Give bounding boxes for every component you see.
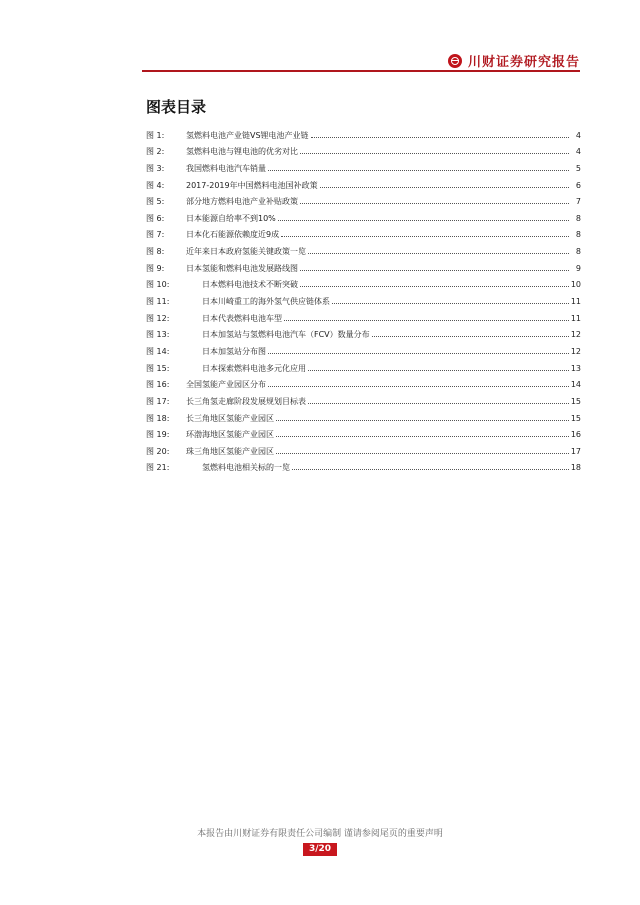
toc-entry-number: 图 19: [146, 430, 170, 440]
toc-entry-page: 17 [570, 446, 581, 456]
toc-entry-title: 氢燃料电池与锂电池的优劣对比 [186, 147, 298, 157]
toc-entry[interactable] [146, 389, 581, 406]
toc-entry-page: 18 [570, 463, 581, 473]
toc-dot-leader [276, 419, 569, 421]
toc-dot-leader [372, 335, 569, 337]
toc-entry-page: 6 [575, 180, 581, 190]
toc-entry-page: 4 [575, 130, 581, 140]
toc-entry-title: 部分地方燃料电池产业补贴政策 [186, 197, 298, 207]
toc-dot-leader [292, 468, 569, 470]
toc-dot-leader [320, 186, 569, 188]
toc-entry[interactable] [146, 356, 581, 373]
toc-entry-number: 图 7: [146, 230, 165, 240]
toc-title: 图表目录 [146, 98, 207, 116]
toc-dot-leader [308, 369, 569, 371]
toc-dot-leader [268, 385, 569, 387]
toc-entry-number: 图 11: [146, 297, 170, 307]
toc-entry[interactable] [146, 306, 581, 323]
toc-entry-number: 图 20: [146, 446, 170, 456]
page-number: 3/20 [303, 843, 337, 856]
toc-dot-leader [276, 452, 569, 454]
toc-entry[interactable] [146, 289, 581, 306]
footer-disclaimer: 本报告由川财证券有限责任公司编制 谨请参阅尾页的重要声明 [197, 829, 443, 839]
toc-dot-leader [300, 285, 569, 287]
toc-entry[interactable] [146, 339, 581, 356]
toc-entry[interactable] [146, 206, 581, 223]
toc-entry-number: 图 12: [146, 313, 170, 323]
toc-dot-leader [300, 269, 569, 271]
toc-entry-title: 日本代表燃料电池车型 [202, 313, 282, 323]
toc-dot-leader [332, 302, 569, 304]
toc-entry-number: 图 9: [146, 263, 165, 273]
toc-entry-page: 11 [570, 313, 581, 323]
toc-entry[interactable] [146, 439, 581, 456]
toc-entry[interactable] [146, 373, 581, 390]
toc-entry-title: 环渤海地区氢能产业园区 [186, 430, 274, 440]
toc-entry-title: 日本探索燃料电池多元化应用 [202, 363, 306, 373]
toc-entry-page: 12 [570, 330, 581, 340]
toc-entry-title: 珠三角地区氢能产业园区 [186, 446, 274, 456]
toc-entry[interactable] [146, 456, 581, 473]
toc-entry[interactable] [146, 140, 581, 157]
toc-entry-title: 日本加氢站分布图 [202, 346, 266, 356]
toc-entry-number: 图 1: [146, 130, 165, 140]
toc-entry[interactable] [146, 173, 581, 190]
toc-list [146, 123, 581, 472]
toc-entry-title: 日本化石能源依赖度近9成 [186, 230, 280, 240]
toc-entry[interactable] [146, 223, 581, 240]
toc-entry[interactable] [146, 323, 581, 340]
toc-entry[interactable] [146, 190, 581, 207]
toc-entry[interactable] [146, 273, 581, 290]
toc-entry-number: 图 21: [146, 463, 170, 473]
toc-dot-leader [300, 152, 569, 154]
toc-entry-page: 15 [570, 396, 581, 406]
toc-entry-number: 图 14: [146, 346, 170, 356]
toc-entry-number: 图 6: [146, 213, 165, 223]
toc-entry-page: 16 [570, 430, 581, 440]
toc-entry-title: 日本能源自给率不到10% [186, 213, 276, 223]
toc-dot-leader [308, 252, 569, 254]
toc-entry-page: 13 [570, 363, 581, 373]
toc-entry-page: 12 [570, 346, 581, 356]
toc-entry-page: 14 [570, 380, 581, 390]
toc-entry[interactable] [146, 406, 581, 423]
toc-entry[interactable] [146, 423, 581, 440]
toc-entry-title: 长三角地区氢能产业园区 [186, 413, 274, 423]
company-logo-icon [448, 54, 462, 68]
header-brand [448, 51, 580, 70]
toc-entry-page: 4 [575, 147, 581, 157]
brand-name: 川财证券研究报告 [467, 55, 580, 70]
toc-entry-title: 近年来日本政府氢能关键政策一览 [186, 247, 306, 257]
toc-entry-number: 图 17: [146, 396, 170, 406]
toc-entry-title: 日本加氢站与氢燃料电池汽车（FCV）数量分布 [202, 330, 370, 340]
toc-dot-leader [308, 402, 569, 404]
toc-entry[interactable] [146, 123, 581, 140]
toc-dot-leader [300, 202, 569, 204]
toc-dot-leader [278, 219, 569, 221]
toc-entry-number: 图 13: [146, 330, 170, 340]
toc-entry-title: 日本氢能和燃料电池发展路线图 [186, 263, 298, 273]
toc-entry-number: 图 8: [146, 247, 165, 257]
toc-entry[interactable] [146, 156, 581, 173]
toc-entry-title: 日本燃料电池技术不断突破 [202, 280, 298, 290]
toc-entry-page: 8 [575, 213, 581, 223]
toc-entry-number: 图 18: [146, 413, 170, 423]
toc-entry-page: 15 [570, 413, 581, 423]
toc-entry-title: 我国燃料电池汽车销量 [186, 163, 266, 173]
toc-entry-title: 长三角氢走廊阶段发展规划目标表 [186, 396, 306, 406]
toc-entry-number: 图 10: [146, 280, 170, 290]
toc-entry-title: 全国氢能产业园区分布 [186, 380, 266, 390]
toc-entry-page: 11 [570, 297, 581, 307]
toc-dot-leader [268, 169, 569, 171]
toc-entry-number: 图 15: [146, 363, 170, 373]
toc-entry-page: 8 [575, 247, 581, 257]
header-divider [142, 70, 580, 72]
toc-entry[interactable] [146, 256, 581, 273]
toc-entry-number: 图 16: [146, 380, 170, 390]
toc-entry-number: 图 5: [146, 197, 165, 207]
toc-dot-leader [284, 319, 569, 321]
toc-entry-page: 9 [575, 263, 581, 273]
toc-entry-number: 图 2: [146, 147, 165, 157]
toc-entry-page: 5 [575, 163, 581, 173]
toc-entry-page: 10 [570, 280, 581, 290]
toc-entry-page: 7 [575, 197, 581, 207]
toc-entry-title: 氢燃料电池相关标的一览 [202, 463, 290, 473]
toc-entry-title: 日本川崎重工的海外氢气供应链体系 [202, 297, 330, 307]
toc-dot-leader [311, 136, 569, 138]
toc-entry-number: 图 4: [146, 180, 165, 190]
toc-dot-leader [276, 435, 569, 437]
toc-entry[interactable] [146, 239, 581, 256]
toc-entry-title: 氢燃料电池产业链VS锂电池产业链 [186, 130, 309, 140]
toc-dot-leader [281, 235, 569, 237]
toc-entry-page: 8 [575, 230, 581, 240]
toc-entry-number: 图 3: [146, 163, 165, 173]
toc-entry-title: 2017-2019年中国燃料电池国补政策 [186, 180, 318, 190]
toc-dot-leader [268, 352, 569, 354]
